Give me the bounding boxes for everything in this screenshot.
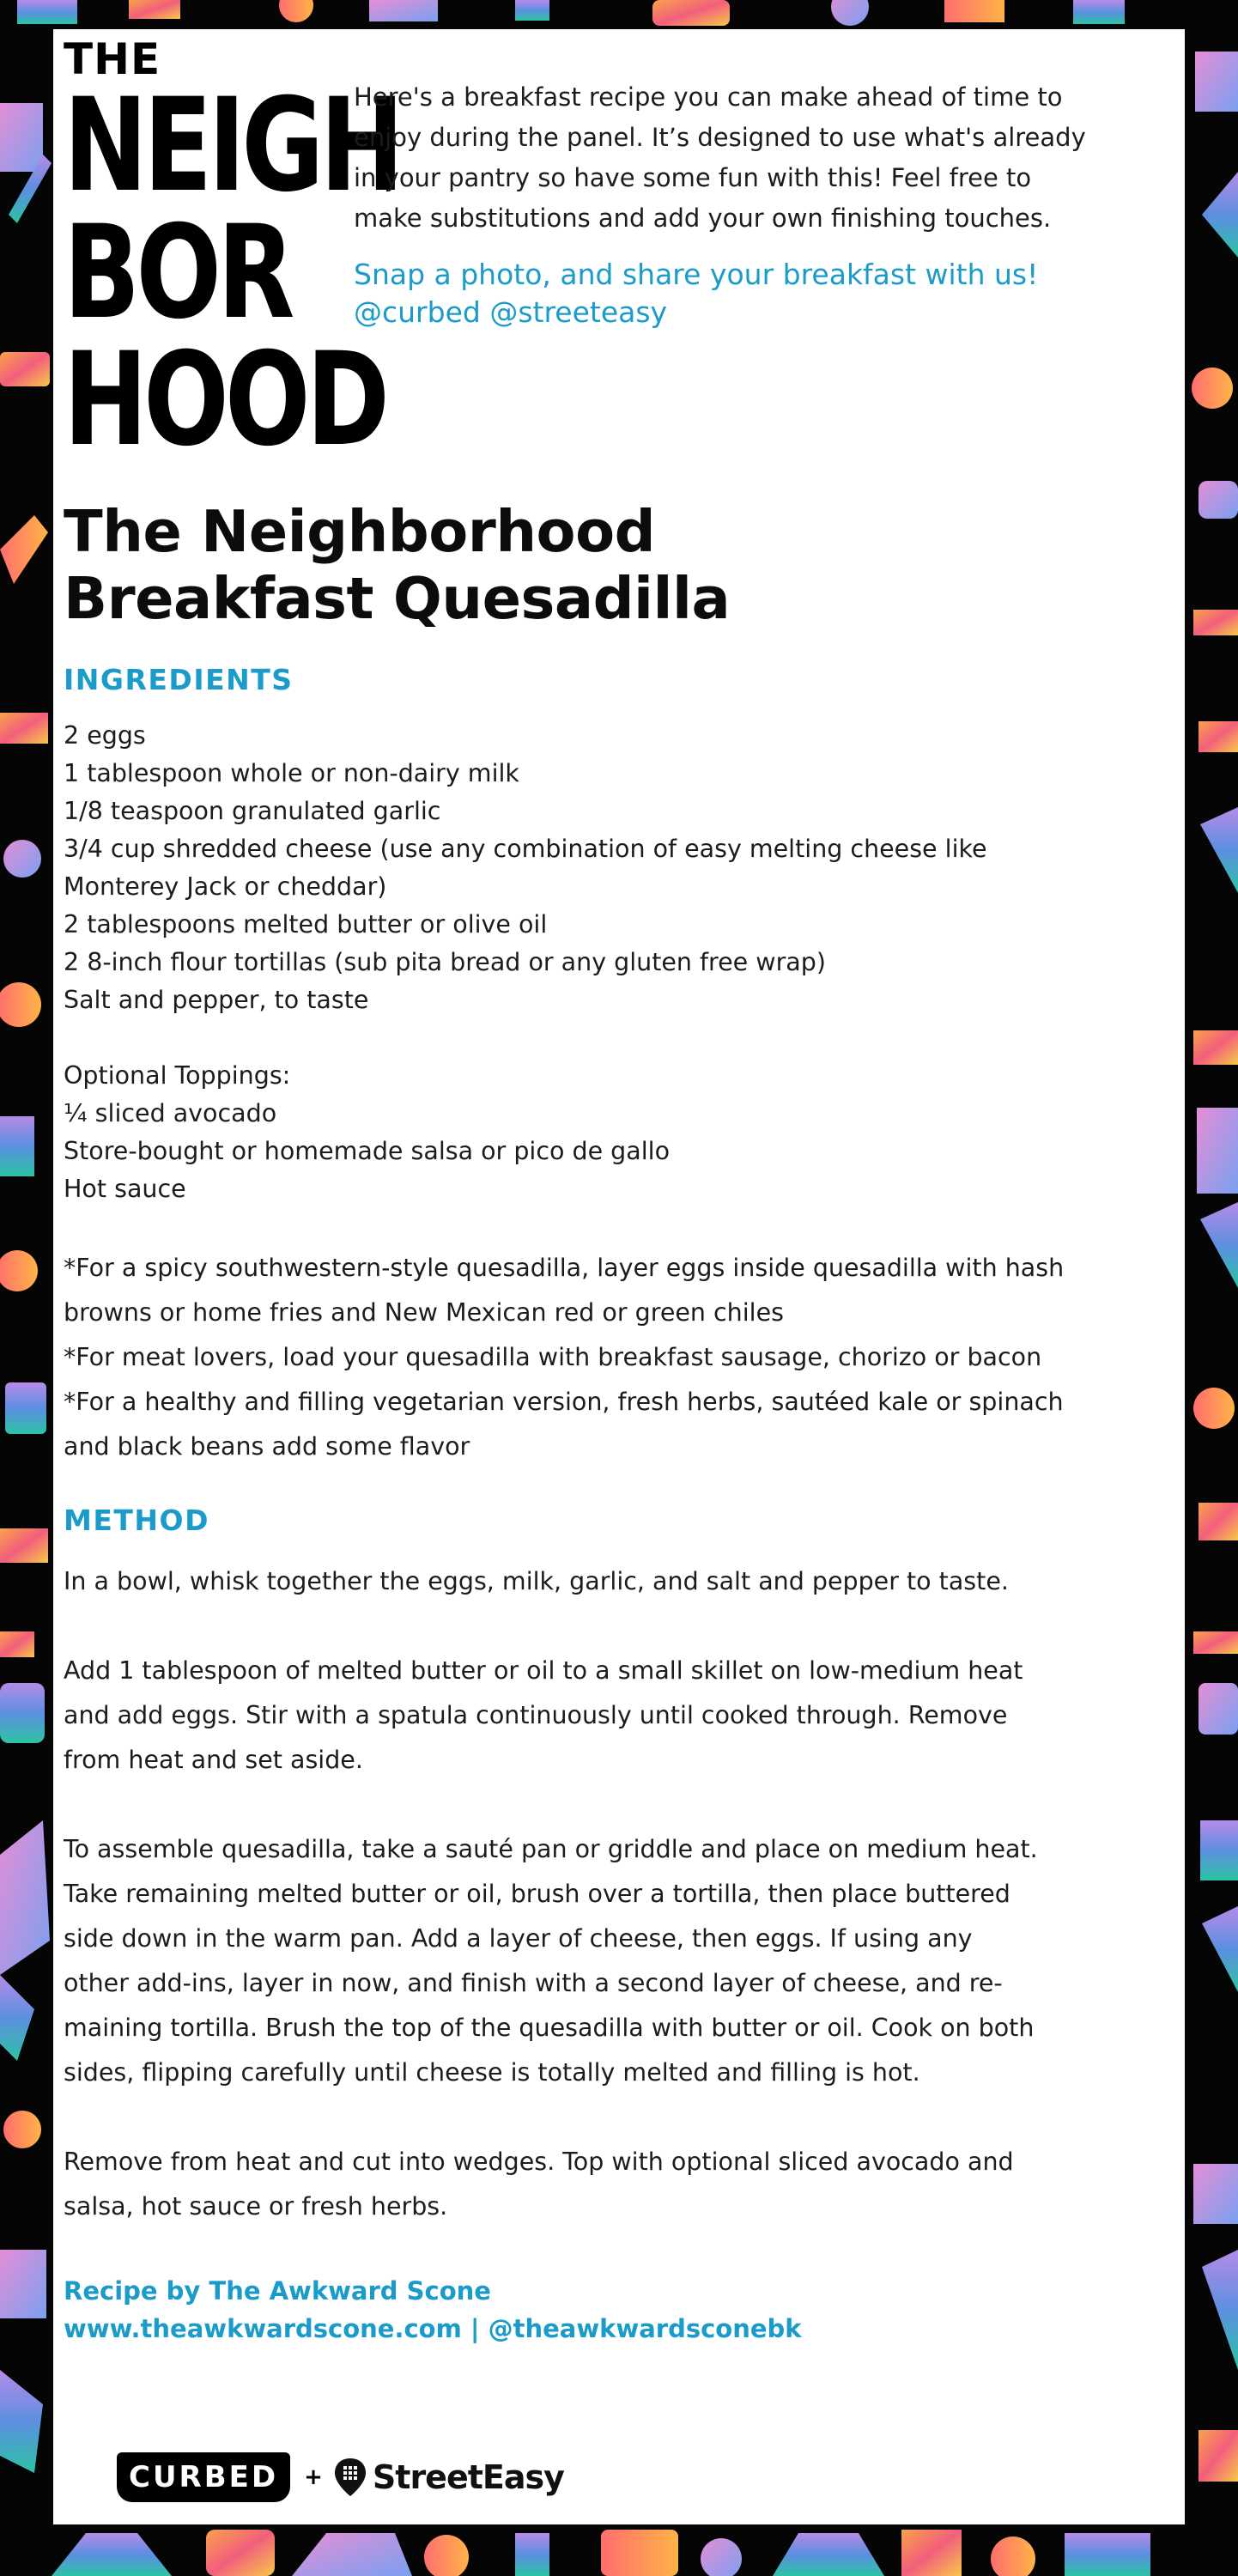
method-step-4	[64, 2140, 1120, 2229]
step-line: sides, flipping carefully until cheese is totally melted and filling is hot.	[64, 2058, 920, 2087]
optional-toppings-heading: Optional Toppings:	[64, 1061, 291, 1090]
brand-logos	[117, 2452, 564, 2502]
intro-line: in your pantry so have some fun with this! Feel free to	[354, 163, 1032, 192]
tip-line: and black beans add some flavor	[64, 1432, 470, 1461]
step-line: Add 1 tablespoon of melted butter or oil to a small skillet on low-medium heat	[64, 1656, 1023, 1685]
step-line: and add eggs. Stir with a spatula continuously until cooked through. Remove	[64, 1701, 1008, 1729]
recipe-content	[64, 498, 1120, 2348]
logo-the: THE	[64, 34, 161, 84]
optional-item: ¼ sliced avocado	[64, 1099, 277, 1127]
recipe-title	[64, 498, 1120, 632]
curbed-logo: CURBED	[117, 2452, 290, 2502]
credit-author: Recipe by The Awkward Scone	[64, 2276, 491, 2306]
tip-line: *For a spicy southwestern-style quesadilla, layer eggs inside quesadilla with hash	[64, 1254, 1065, 1282]
streeteasy-building-icon	[333, 2457, 367, 2498]
intro-line: Here's a breakfast recipe you can make ahead of time to	[354, 82, 1063, 112]
optional-item: Store-bought or homemade salsa or pico de gallo	[64, 1137, 671, 1165]
intro-line: make substitutions and add your own finishing touches.	[354, 204, 1052, 233]
plus-sign: +	[304, 2464, 323, 2490]
ingredient-item: 3/4 cup shredded cheese (use any combination of easy melting cheese like	[64, 835, 987, 863]
step-line: salsa, hot sauce or fresh herbs.	[64, 2192, 448, 2221]
share-callout-text: Snap a photo, and share your breakfast with us!	[354, 258, 1039, 291]
optional-toppings	[64, 1057, 1120, 1208]
method-step-3	[64, 1827, 1120, 2095]
step-line: from heat and set aside.	[64, 1746, 363, 1774]
ingredient-item: Salt and pepper, to taste	[64, 986, 369, 1014]
ingredient-item: 1/8 teaspoon granulated garlic	[64, 797, 441, 825]
intro-line: enjoy during the panel. It’s designed to use what's already	[354, 123, 1086, 152]
tip-line: *For meat lovers, load your quesadilla with breakfast sausage, chorizo or bacon	[64, 1343, 1042, 1371]
tip-line: *For a healthy and filling vegetarian version, fresh herbs, sautéed kale or spinach	[64, 1388, 1064, 1416]
step-line: maining tortilla. Brush the top of the quesadilla with butter or oil. Cook on both	[64, 2014, 1035, 2042]
method-steps	[64, 1559, 1120, 2229]
ingredients-list	[64, 717, 1120, 1019]
neighborhood-logo	[64, 34, 400, 475]
optional-item: Hot sauce	[64, 1175, 186, 1203]
ingredient-item: 2 8-inch flour tortillas (sub pita bread or any gluten free wrap)	[64, 948, 826, 976]
share-callout	[354, 256, 1109, 331]
ingredient-item: 1 tablespoon whole or non-dairy milk	[64, 759, 519, 787]
step-line: In a bowl, whisk together the eggs, milk, garlic, and salt and pepper to taste.	[64, 1567, 1009, 1595]
intro-text	[354, 77, 1109, 239]
step-line: side down in the warm pan. Add a layer of cheese, then eggs. If using any	[64, 1924, 973, 1953]
logo-line-neigh: NEIGH	[64, 71, 400, 221]
ingredient-item: 2 tablespoons melted butter or olive oil	[64, 910, 548, 939]
ingredient-item: Monterey Jack or cheddar)	[64, 872, 387, 901]
method-step-2	[64, 1649, 1120, 1783]
recipe-credit	[64, 2272, 1120, 2348]
method-heading: METHOD	[64, 1504, 209, 1537]
intro-block	[354, 77, 1109, 331]
credit-links[interactable]: www.theawkwardscone.com | @theawkwardsconebk	[64, 2314, 802, 2343]
streeteasy-wordmark: StreetEasy	[372, 2458, 564, 2496]
ingredients-heading: INGREDIENTS	[64, 663, 294, 696]
step-line: To assemble quesadilla, take a sauté pan or griddle and place on medium heat.	[64, 1835, 1038, 1863]
recipe-title-line: Breakfast Quesadilla	[64, 565, 731, 632]
step-line: Take remaining melted butter or oil, brush over a tortilla, then place buttered	[64, 1880, 1010, 1908]
step-line: other add-ins, layer in now, and finish with a second layer of cheese, and re-	[64, 1969, 1003, 1997]
social-handles: @curbed @streeteasy	[354, 295, 668, 329]
logo-line-bor: BOR	[64, 198, 291, 348]
step-line: Remove from heat and cut into wedges. Top with optional sliced avocado and	[64, 2148, 1014, 2176]
variation-tips	[64, 1246, 1120, 1469]
recipe-title-line: The Neighborhood	[64, 498, 656, 565]
logo-line-hood: HOOD	[64, 325, 386, 475]
tip-line: browns or home fries and New Mexican red or green chiles	[64, 1298, 784, 1327]
method-step-1	[64, 1559, 1120, 1604]
ingredient-item: 2 eggs	[64, 721, 146, 750]
streeteasy-logo	[333, 2457, 564, 2498]
